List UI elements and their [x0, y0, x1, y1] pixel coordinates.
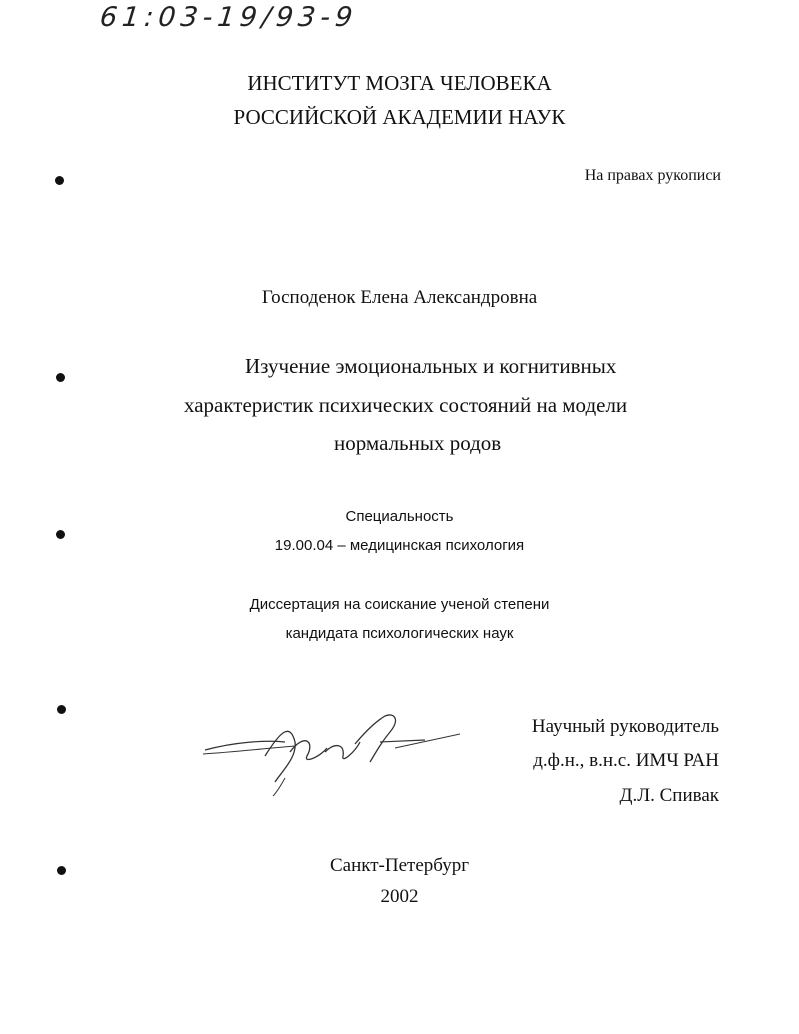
handwritten-signature	[195, 712, 475, 802]
author-name: Господенок Елена Александровна	[261, 287, 538, 308]
dissertation-title-line2: характеристик психических состояний на модели	[184, 393, 628, 417]
city: Санкт-Петербург	[329, 855, 469, 876]
rights-note: На правах рукописи	[584, 167, 721, 184]
archive-code: 61:03-19/93-9	[98, 2, 359, 33]
dissertation-title-line3: нормальных родов	[334, 431, 502, 455]
dissertation-title-line1: Изучение эмоциональных и когнитивных	[245, 354, 617, 378]
supervisor-name: Д.Л. Спивак	[619, 785, 719, 806]
specialty-code: 19.00.04 – медицинская психология	[274, 537, 525, 554]
year: 2002	[380, 886, 419, 907]
supervisor-credentials: д.ф.н., в.н.с. ИМЧ РАН	[533, 750, 719, 771]
dissertation-degree-line2: кандидата психологических наук	[285, 625, 514, 642]
supervisor-role: Научный руководитель	[531, 716, 719, 737]
institute-name-line2: РОССИЙСКОЙ АКАДЕМИИ НАУК	[233, 105, 566, 129]
institute-name-line1: ИНСТИТУТ МОЗГА ЧЕЛОВЕКА	[247, 71, 552, 95]
specialty-label: Специальность	[345, 508, 454, 525]
dissertation-degree-line1: Диссертация на соискание ученой степени	[249, 596, 550, 613]
punch-hole-dot	[57, 705, 66, 714]
punch-hole-dot	[56, 373, 65, 382]
punch-hole-dot	[55, 176, 64, 185]
